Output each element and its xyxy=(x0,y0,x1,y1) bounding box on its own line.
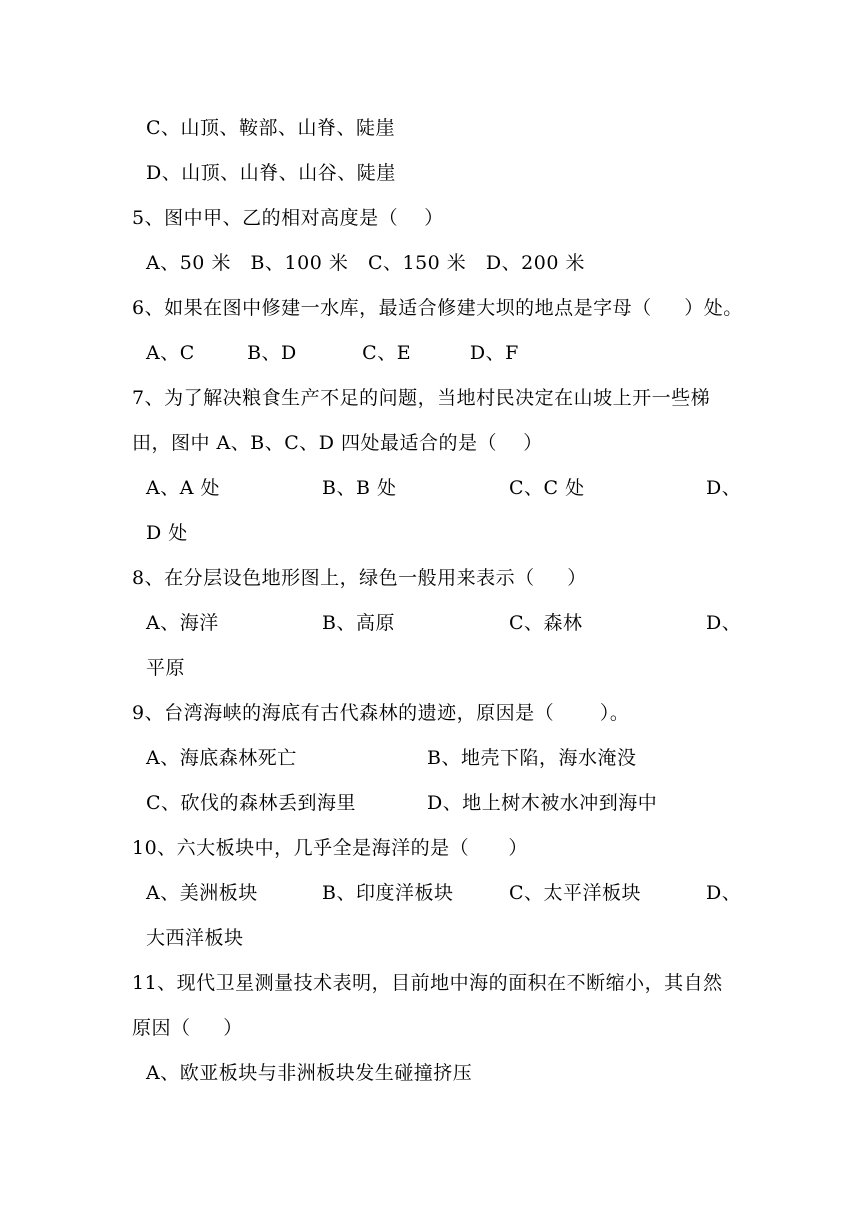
question-10: 10、六大板块中，几乎全是海洋的是（ ） xyxy=(132,837,528,859)
q10-option-c: C、太平洋板块 xyxy=(509,882,642,904)
question-6: 6、如果在图中修建一水库，最适合修建大坝的地点是字母（ ）处。 xyxy=(132,297,743,319)
q7-option-d-start: D、 xyxy=(706,477,742,499)
question-9: 9、台湾海峡的海底有古代森林的遗迹，原因是（ ）。 xyxy=(132,702,630,724)
q7-option-d-end: D 处 xyxy=(146,522,188,544)
q10-option-b: B、印度洋板块 xyxy=(322,882,454,904)
q4-option-c: C、山顶、鞍部、山脊、陡崖 xyxy=(146,117,396,139)
question-7-line-1: 7、为了解决粮食生产不足的问题，当地村民决定在山坡上开一些梯 xyxy=(132,387,711,409)
question-8: 8、在分层设色地形图上，绿色一般用来表示（ ） xyxy=(132,567,587,589)
q4-option-d: D、山顶、山脊、山谷、陡崖 xyxy=(146,162,396,184)
q10-option-a: A、美洲板块 xyxy=(146,882,258,904)
q6-options: A、C B、D C、E D、F xyxy=(146,342,519,364)
question-11-line-2: 原因（ ） xyxy=(132,1017,243,1039)
q9-option-b: B、地壳下陷，海水淹没 xyxy=(427,747,637,769)
q5-options: A、50 米 B、100 米 C、150 米 D、200 米 xyxy=(146,252,585,274)
q9-option-c: C、砍伐的森林丢到海里 xyxy=(146,792,357,814)
q8-option-a: A、海洋 xyxy=(146,612,219,634)
q8-option-b: B、高原 xyxy=(322,612,395,634)
q8-option-c: C、森林 xyxy=(509,612,583,634)
q7-option-b: B、B 处 xyxy=(322,477,397,499)
q11-option-a: A、欧亚板块与非洲板块发生碰撞挤压 xyxy=(146,1062,473,1084)
q8-option-d-end: 平原 xyxy=(146,657,186,679)
q7-option-a: A、A 处 xyxy=(146,477,220,499)
question-7-line-2: 田，图中 A、B、C、D 四处最适合的是（ ） xyxy=(132,432,543,454)
q10-option-d-start: D、 xyxy=(706,882,742,904)
q8-option-d-start: D、 xyxy=(706,612,742,634)
q10-option-d-end: 大西洋板块 xyxy=(146,927,244,949)
question-5: 5、图中甲、乙的相对高度是（ ） xyxy=(132,207,444,229)
q7-option-c: C、C 处 xyxy=(509,477,585,499)
q9-option-d: D、地上树木被水冲到海中 xyxy=(427,792,658,814)
question-11-line-1: 11、现代卫星测量技术表明，目前地中海的面积在不断缩小，其自然 xyxy=(132,972,723,994)
q9-option-a: A、海底森林死亡 xyxy=(146,747,297,769)
